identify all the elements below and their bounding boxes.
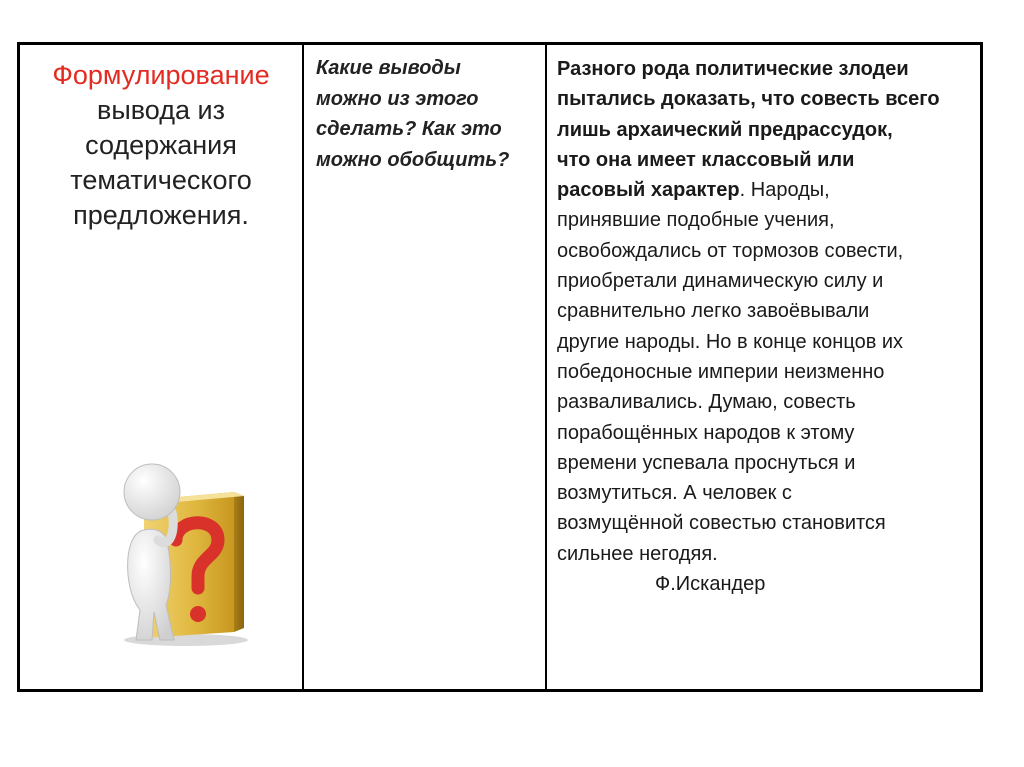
task-line: содержания	[85, 130, 237, 160]
quote-regular-fragment: . Народы,	[739, 179, 830, 202]
question-line: сделать? Как это	[316, 118, 502, 140]
quote-line: разваливались. Думаю, совесть	[557, 391, 856, 414]
quote-bold-line: лишь архаический предрассудок,	[557, 118, 893, 141]
quote-line: победоносные империи неизменно	[557, 360, 885, 383]
quote-line: принявшие подобные учения,	[557, 209, 835, 232]
quote-line: сравнительно легко завоёвывали	[557, 300, 870, 323]
question-line: можно обобщить?	[316, 148, 510, 171]
quote-line: освобождались от тормозов совести,	[557, 239, 904, 262]
quote-bold-line: пытались доказать, что совесть всего	[557, 88, 940, 111]
quote-line: другие народы. Но в конце концов их	[557, 330, 904, 353]
question-line: Какие выводы	[316, 57, 461, 79]
column-quote	[547, 45, 980, 689]
quote-line: возмутиться. А человек с	[557, 482, 792, 505]
question-line: можно из этого	[316, 87, 479, 110]
quote-line: времени успевала проснуться и	[557, 451, 856, 474]
task-text	[20, 58, 302, 233]
quote-bold-line: Разного рода политические злодеи	[557, 58, 909, 80]
quote-bold-line: что она имеет классовый или	[557, 148, 855, 171]
quote-line: сильнее негодяя.	[557, 542, 718, 565]
task-line: тематического	[70, 165, 252, 195]
thinking-person-question-icon	[106, 400, 256, 650]
task-accent-word: Формулирование	[52, 60, 270, 90]
quote-line: приобретали динамическую силу и	[557, 270, 884, 293]
quote-line: порабощённых народов к этому	[557, 421, 855, 444]
quote-author: Ф.Искандер	[655, 573, 766, 596]
quote-bold-fragment: расовый характер	[557, 179, 740, 202]
questions-text	[316, 53, 545, 175]
quote-text	[557, 54, 980, 599]
task-line: предложения.	[73, 200, 249, 230]
quote-line: возмущённой совестью становится	[557, 512, 886, 535]
content-table	[17, 42, 983, 692]
column-task	[20, 45, 304, 689]
column-questions	[304, 45, 547, 689]
task-line: вывода из	[97, 95, 225, 125]
